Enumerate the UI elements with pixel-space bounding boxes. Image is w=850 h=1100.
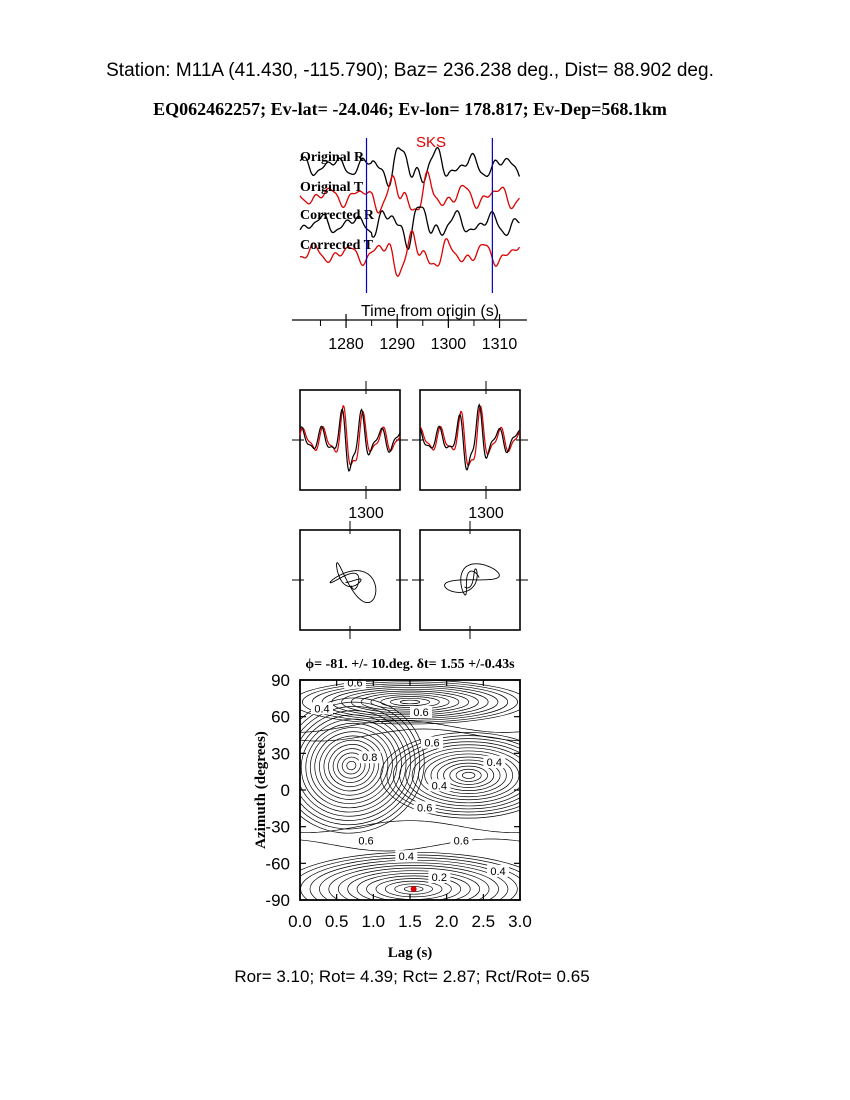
contour-line [324,739,379,791]
time-tick-label: 1300 [430,336,467,353]
phase-label: SKS [415,134,447,151]
contour-line [393,739,544,815]
contour-label: 0.6 [358,835,374,848]
contour-label: 0.4 [398,851,414,864]
azimuth-tick-label: 30 [271,744,290,764]
lag-axis-label: Lag (s) [387,945,433,961]
contour-label: 0.4 [490,865,506,878]
best-fit-marker [411,886,417,892]
contour-line [400,742,538,809]
contour-line [400,700,420,704]
time-tick-label: 1310 [481,336,518,353]
particle-motion-original [292,521,408,639]
misfit-contours [263,677,557,926]
contour-label: 0.4 [431,780,447,793]
waveform-tick-label-corrected: 1300 [468,505,504,522]
contour-line [462,772,475,778]
waveform-radial [300,409,400,471]
misfit-grid-panel [253,657,557,961]
event-line: EQ062462257; Ev-lat= -24.046; Ev-lon= 178.817; Ev-Dep=568.1km [153,99,667,119]
waveform-traces-original [292,381,408,499]
lag-tick-label: 1.0 [361,912,386,931]
particle-motion-path [330,563,376,603]
windowed-waveform-right [412,381,528,522]
lag-tick-label: 1.5 [398,912,422,931]
contour-line [412,748,525,803]
particle-motion-path [445,564,500,595]
contour-line [296,713,406,818]
azimuth-tick-label: -30 [265,817,290,837]
trace-label-corrected-r: Corrected R [300,208,374,223]
particle-motion-right [412,521,528,639]
waveform-traces-corrected [412,381,528,499]
lag-tick-label: 0.5 [324,912,349,931]
trace-label-original-t: Original T [300,180,364,195]
azimuth-tick-label: 0 [280,781,290,800]
azimuth-tick-label: 90 [271,671,290,690]
windowed-waveform-left [292,381,408,522]
azimuth-tick-label: 60 [271,707,290,727]
time-tick-label: 1290 [379,336,416,353]
contour-line [285,703,417,829]
contour-line [300,821,520,833]
waveform-radial [420,405,520,470]
particle-motion-corrected [412,521,528,639]
contour-label: 0.8 [362,752,378,765]
misfit-grid-title: ϕ= -81. +/- 10.deg. δt= 1.55 +/-0.43s [305,657,515,672]
station-line: Station: M11A (41.430, -115.790); Baz= 236.238 deg., Dist= 88.902 deg. [106,60,714,81]
particle-motion-left [292,521,408,639]
lag-tick-label: 0.0 [288,912,312,931]
contour-label: 0.6 [413,707,429,719]
contour-line [346,760,357,770]
azimuth-axis-label: Azimuth (degrees) [253,731,269,849]
particle-box-original [300,530,400,630]
seismogram-panel [292,134,527,353]
lag-tick-label: 3.0 [508,912,532,931]
contour-line [390,698,429,705]
ratios-line: Ror= 3.10; Rot= 4.39; Rct= 2.87; Rct/Rot= 0.65 [234,967,590,986]
time-axis-label: Time from origin (s) [360,303,500,320]
contour-line [300,839,520,851]
trace-label-corrected-t: Corrected T [300,238,373,253]
time-tick-label: 1280 [328,336,364,353]
lag-tick-label: 2.0 [434,912,459,931]
contour-label: 0.2 [431,872,447,884]
contour-label: 0.6 [417,802,433,815]
trace-label-original-r: Original R [300,150,365,165]
azimuth-tick-label: -60 [265,854,290,874]
azimuth-tick-label: -90 [265,891,290,910]
lag-tick-label: 2.5 [471,912,496,931]
contour-line [456,769,481,781]
contour-label: 0.4 [486,757,502,770]
contour-label: 0.6 [453,835,469,848]
waveform-box-original [300,390,400,490]
waveform-tick-label-original: 1300 [348,505,384,522]
contour-label: 0.6 [347,677,363,690]
contour-label: 0.4 [314,703,330,716]
contour-label: 0.6 [424,737,440,750]
